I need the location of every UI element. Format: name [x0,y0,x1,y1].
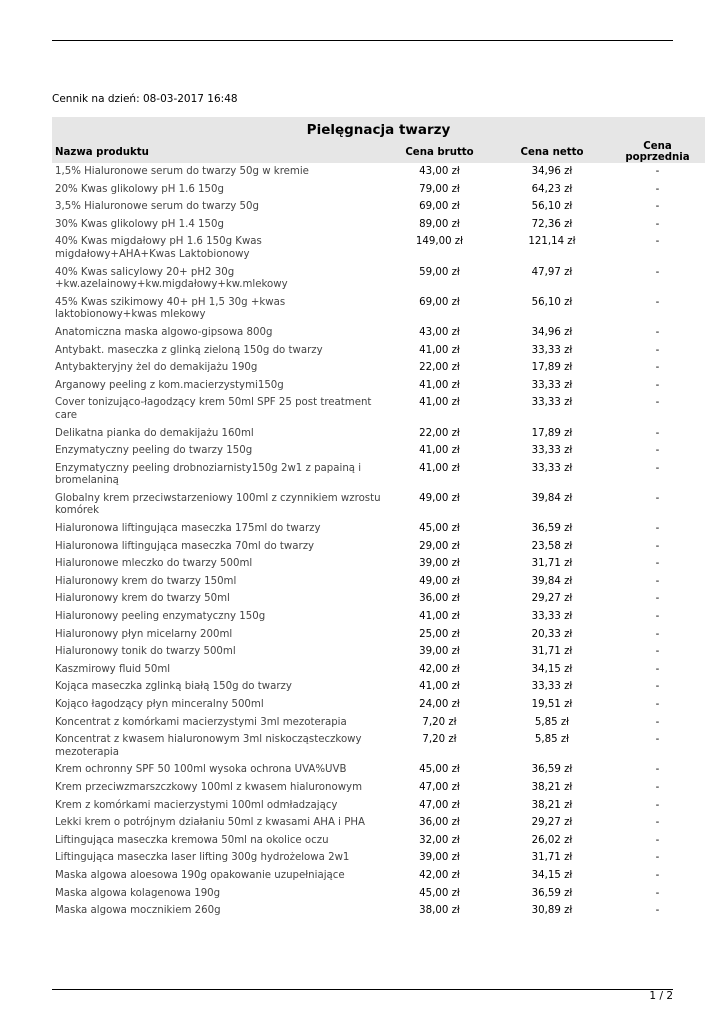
previous-price-cell: - [655,628,660,640]
net-price-cell: 38,21 zł [531,781,573,793]
net-price-cell: 31,71 zł [531,558,573,570]
net-price-cell: 56,10 zł [531,296,573,308]
gross-price-cell: 24,00 zł [419,699,460,710]
previous-price-cell: - [655,362,660,374]
table-row [52,714,705,732]
gross-price-cell: 79,00 zł [419,183,460,195]
previous-price-cell: - [655,266,660,278]
product-name-cell: Krem ochronny SPF 50 100ml wysoka ochrona UVA%UVB [55,764,347,776]
table-row [52,359,705,377]
net-price-cell: 17,89 zł [531,362,573,374]
table-row [52,626,705,644]
net-price-cell: 34,96 zł [531,326,573,338]
previous-price-cell: - [655,201,660,213]
previous-price-cell: - [655,593,660,605]
gross-price-cell: 69,00 zł [419,201,460,213]
column-header-previous: Cena poprzednia [610,141,705,163]
net-price-cell: 23,58 zł [531,540,573,552]
net-price-cell: 29,27 zł [531,593,573,605]
previous-price-cell: - [655,781,660,793]
product-name-cell: 40% Kwas migdałowy pH 1.6 150g Kwas migdałowy+AHA+Kwas Laktobionowy [55,236,262,260]
gross-price-cell: 45,00 zł [419,523,460,535]
net-price-cell: 29,27 zł [531,817,573,829]
previous-price-cell: - [655,646,660,658]
table-row [52,324,705,342]
product-name-cell: Delikatna pianka do demakijażu 160ml [55,427,254,439]
gross-price-cell: 32,00 zł [419,834,460,846]
table-row [52,394,705,424]
net-price-cell: 33,33 zł [531,379,573,391]
product-name-cell: Hialuronowy krem do twarzy 150ml [55,575,237,587]
table-row [52,814,705,832]
table-row [52,233,705,263]
gross-price-cell: 22,00 zł [419,427,460,439]
table-row [52,294,705,324]
gross-price-cell: 43,00 zł [419,166,460,177]
net-price-cell: 47,97 zł [531,266,573,278]
net-price-cell: 72,36 zł [531,218,573,230]
net-price-cell: 5,85 zł [534,716,570,728]
gross-price-cell: 41,00 zł [419,681,460,693]
net-price-cell: 33,33 zł [531,344,573,356]
net-price-cell: 36,59 zł [531,887,573,899]
gross-price-cell: 25,00 zł [419,628,460,640]
product-name-cell: Arganowy peeling z kom.macierzystymi150g [55,379,284,391]
previous-price-cell: - [655,852,660,864]
table-row [52,442,705,460]
previous-price-cell: - [655,611,660,623]
previous-price-cell: - [655,869,660,881]
previous-price-cell: - [655,445,660,457]
net-price-cell: 39,84 zł [531,575,573,587]
net-price-cell: 33,33 zł [531,445,573,457]
previous-price-cell: - [655,427,660,439]
net-price-cell: 31,71 zł [531,852,573,864]
previous-price-cell: - [655,817,660,829]
gross-price-cell: 41,00 zł [419,397,460,409]
price-list-date: Cennik na dzień: 08-03-2017 16:48 [52,93,238,105]
price-table [52,141,705,920]
net-price-cell: 33,33 zł [531,397,573,409]
table-row [52,902,705,920]
net-price-cell: 17,89 zł [531,427,573,439]
gross-price-cell: 89,00 zł [419,218,460,230]
previous-price-cell: - [655,397,660,409]
table-row [52,590,705,608]
table-row [52,377,705,395]
net-price-cell: 31,71 zł [531,646,573,658]
table-row [52,761,705,779]
product-name-cell: Liftingująca maseczka kremowa 50ml na okolice oczu [55,834,329,846]
previous-price-cell: - [655,575,660,587]
table-row [52,832,705,850]
product-name-cell: Krem z komórkami macierzystymi 100ml odmładzający [55,799,338,811]
table-row [52,425,705,443]
gross-price-cell: 49,00 zł [419,492,460,504]
gross-price-cell: 36,00 zł [419,593,460,605]
gross-price-cell: 7,20 zł [422,716,457,728]
previous-price-cell: - [655,236,660,248]
category-title: Pielęgnacja twarzy [52,117,705,141]
gross-price-cell: 41,00 zł [419,445,460,457]
product-name-cell: Krem przeciwzmarszczkowy 100ml z kwasem hialuronowym [55,781,363,793]
gross-price-cell: 41,00 zł [419,462,460,474]
previous-price-cell: - [655,183,660,195]
net-price-cell: 39,84 zł [531,492,573,504]
table-row [52,661,705,679]
previous-price-cell: - [655,663,660,675]
gross-price-cell: 29,00 zł [419,540,460,552]
table-row [52,264,705,294]
net-price-cell: 33,33 zł [531,462,573,474]
gross-price-cell: 39,00 zł [419,852,460,864]
net-price-cell: 56,10 zł [531,201,573,213]
product-name-cell: Koncentrat z komórkami macierzystymi 3ml mezoterapia [55,716,347,728]
table-header-row [52,141,705,163]
gross-price-cell: 42,00 zł [419,663,460,675]
table-row [52,643,705,661]
net-price-cell: 5,85 zł [534,734,570,746]
previous-price-cell: - [655,166,660,177]
previous-price-cell: - [655,296,660,308]
gross-price-cell: 38,00 zł [419,905,460,917]
price-table-section [52,117,705,920]
column-header-net: Cena netto [494,141,610,163]
gross-price-cell: 49,00 zł [419,575,460,587]
product-name-cell: Hialuronowy tonik do twarzy 500ml [55,646,236,658]
table-row [52,163,705,181]
table-row [52,216,705,234]
table-row [52,885,705,903]
table-row [52,678,705,696]
product-name-cell: Hialuronowe mleczko do twarzy 500ml [55,558,253,570]
previous-price-cell: - [655,764,660,776]
product-name-cell: Hialuronowa liftingująca maseczka 175ml do twarzy [55,523,321,535]
net-price-cell: 34,15 zł [531,663,573,675]
product-name-cell: Lekki krem o potrójnym działaniu 50ml z kwasami AHA i PHA [55,817,366,829]
gross-price-cell: 43,00 zł [419,326,460,338]
product-name-cell: Hialuronowy peeling enzymatyczny 150g [55,611,266,623]
table-row [52,696,705,714]
previous-price-cell: - [655,523,660,535]
previous-price-cell: - [655,734,660,746]
previous-price-cell: - [655,799,660,811]
net-price-cell: 34,96 zł [531,166,573,177]
product-name-cell: Liftingująca maseczka laser lifting 300g hydrożelowa 2w1 [55,852,350,864]
table-row [52,555,705,573]
net-price-cell: 26,02 zł [531,834,573,846]
table-row [52,520,705,538]
gross-price-cell: 149,00 zł [415,236,464,248]
table-row [52,538,705,556]
gross-price-cell: 47,00 zł [419,799,460,811]
previous-price-cell: - [655,905,660,917]
previous-price-cell: - [655,716,660,728]
product-name-cell: Hialuronowa liftingująca maseczka 70ml do twarzy [55,540,315,552]
gross-price-cell: 41,00 zł [419,611,460,623]
previous-price-cell: - [655,540,660,552]
table-row [52,867,705,885]
column-header-name: Nazwa produktu [52,141,385,163]
product-name-cell: Kaszmirowy fluid 50ml [55,663,171,675]
product-name-cell: Hialuronowy płyn micelarny 200ml [55,628,233,640]
table-row [52,198,705,216]
table-row [52,731,705,761]
net-price-cell: 34,15 zł [531,869,573,881]
gross-price-cell: 69,00 zł [419,296,460,308]
net-price-cell: 33,33 zł [531,681,573,693]
product-name-cell: Maska algowa aloesowa 190g opakowanie uzupełniające [55,869,345,881]
table-row [52,797,705,815]
net-price-cell: 19,51 zł [531,699,573,710]
gross-price-cell: 47,00 zł [419,781,460,793]
gross-price-cell: 41,00 zł [419,344,460,356]
table-row [52,460,705,490]
product-name-cell: Anatomiczna maska algowo-gipsowa 800g [55,326,273,338]
previous-price-cell: - [655,462,660,474]
product-name-cell: Maska algowa kolagenowa 190g [55,887,221,899]
product-name-cell: 1,5% Hialuronowe serum do twarzy 50g w kremie [55,166,309,177]
table-row [52,490,705,520]
page-number: 1 / 2 [649,990,673,1002]
product-name-cell: Enzymatyczny peeling do twarzy 150g [55,445,253,457]
footer-rule [52,989,673,990]
gross-price-cell: 45,00 zł [419,764,460,776]
net-price-cell: 36,59 zł [531,764,573,776]
table-row [52,779,705,797]
product-name-cell: Globalny krem przeciwstarzeniowy 100ml z czynnikiem wzrostu komórek [55,492,381,517]
previous-price-cell: - [655,379,660,391]
gross-price-cell: 41,00 zł [419,379,460,391]
product-name-cell: 20% Kwas glikolowy pH 1.6 150g [55,183,224,195]
gross-price-cell: 45,00 zł [419,887,460,899]
net-price-cell: 30,89 zł [531,905,573,917]
net-price-cell: 36,59 zł [531,523,573,535]
previous-price-cell: - [655,344,660,356]
product-name-cell: Kojąca maseczka zglinką białą 150g do twarzy [55,681,292,693]
previous-price-cell: - [655,681,660,693]
product-name-cell: 30% Kwas glikolowy pH 1.4 150g [55,218,224,230]
product-name-cell: 45% Kwas szikimowy 40+ pH 1,5 30g +kwas laktobionowy+kwas mlekowy [55,296,286,321]
previous-price-cell: - [655,326,660,338]
product-name-cell: Kojąco łagodzący płyn minceralny 500ml [55,699,264,710]
gross-price-cell: 22,00 zł [419,362,460,374]
product-name-cell: 40% Kwas salicylowy 20+ pH2 30g +kw.azelainowy+kw.migdałowy+kw.mlekowy [55,266,288,291]
product-name-cell: Cover tonizująco-łagodzący krem 50ml SPF 25 post treatment care [55,397,372,421]
table-row [52,608,705,626]
net-price-cell: 20,33 zł [531,628,573,640]
product-name-cell: Enzymatyczny peeling drobnoziarnisty150g 2w1 z papainą i bromelaniną [55,462,362,487]
product-name-cell: Antybakt. maseczka z glinką zieloną 150g do twarzy [55,344,323,356]
gross-price-cell: 42,00 zł [419,869,460,881]
table-row [52,181,705,199]
header-rule [52,40,673,41]
product-name-cell: Maska algowa mocznikiem 260g [55,905,221,917]
gross-price-cell: 59,00 zł [419,266,460,278]
net-price-cell: 121,14 zł [528,236,576,248]
previous-price-cell: - [655,887,660,899]
product-name-cell: Antybakteryjny żel do demakijażu 190g [55,362,258,374]
gross-price-cell: 7,20 zł [422,734,457,746]
gross-price-cell: 39,00 zł [419,646,460,658]
product-name-cell: Hialuronowy krem do twarzy 50ml [55,593,230,605]
net-price-cell: 33,33 zł [531,611,573,623]
net-price-cell: 64,23 zł [531,183,573,195]
gross-price-cell: 39,00 zł [419,558,460,570]
product-name-cell: Koncentrat z kwasem hialuronowym 3ml niskocząsteczkowy mezoterapia [55,734,362,758]
table-row [52,342,705,360]
previous-price-cell: - [655,492,660,504]
previous-price-cell: - [655,834,660,846]
net-price-cell: 38,21 zł [531,799,573,811]
column-header-gross: Cena brutto [385,141,494,163]
previous-price-cell: - [655,558,660,570]
product-name-cell: 3,5% Hialuronowe serum do twarzy 50g [55,201,259,213]
previous-price-cell: - [655,218,660,230]
previous-price-cell: - [655,699,660,710]
table-row [52,573,705,591]
table-row [52,849,705,867]
gross-price-cell: 36,00 zł [419,817,460,829]
